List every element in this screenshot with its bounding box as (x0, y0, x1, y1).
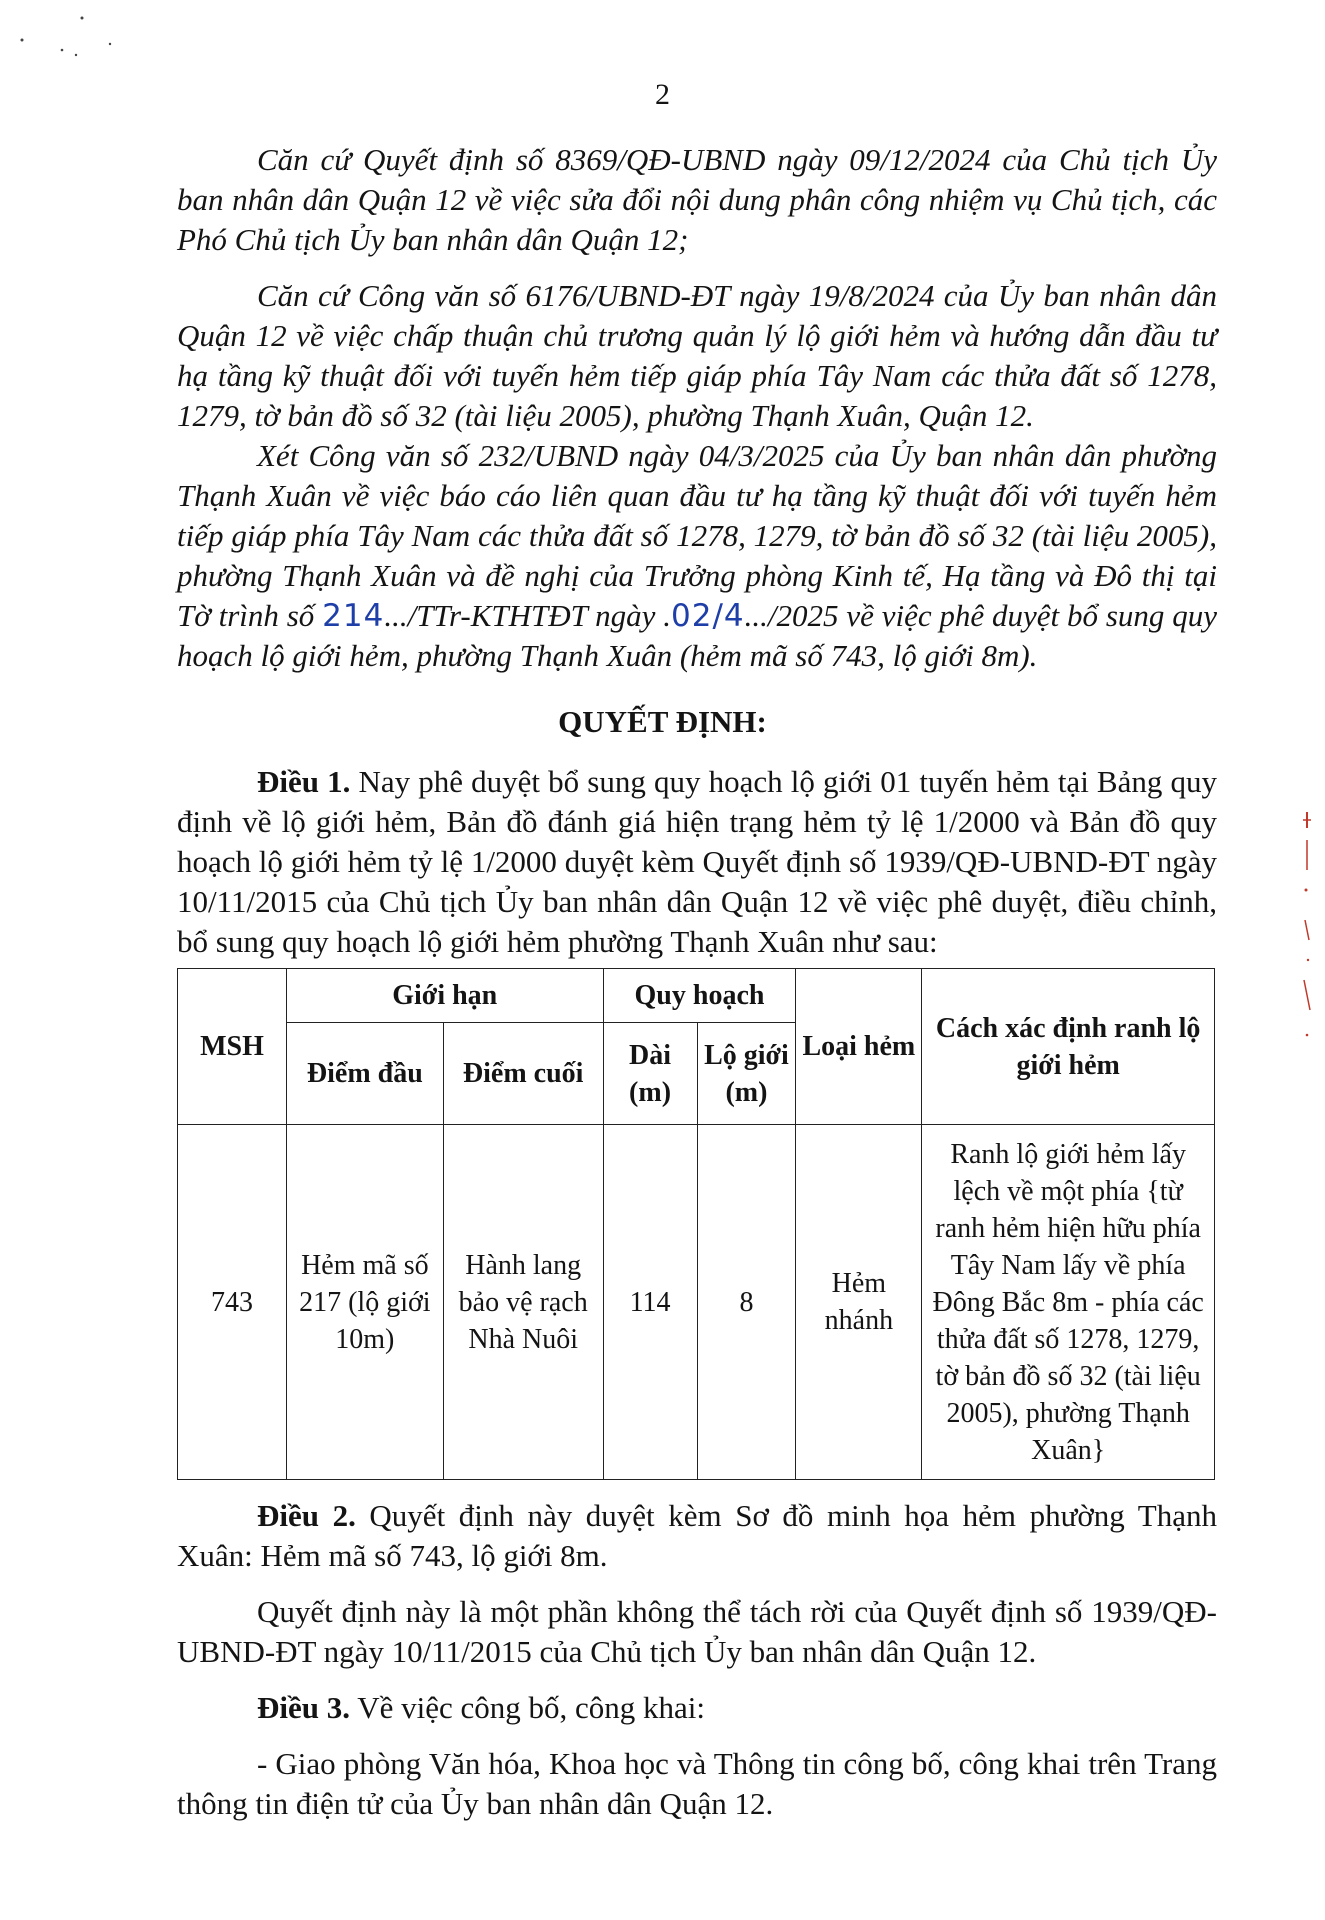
article-1-text: Nay phê duyệt bổ sung quy hoạch lộ giới 01 tuyến hẻm tại Bảng quy định về lộ giới hẻm, Bản đồ đánh giá hiện trạng hẻm tỷ lệ 1/2000 và Bản đồ quy hoạch lộ giới hẻm tỷ lệ 1/2000 duyệt kèm Quyết định số 1939/QĐ-UBND-ĐT ngày 10/11/2015 của Chủ tịch Ủy ban nhân dân Quận 12 về việc phê duyệt, điều chỉnh, bổ sung quy hoạch lộ giới hẻm phường Thạnh Xuân như sau: (177, 764, 1217, 959)
decision-heading: QUYẾT ĐỊNH: (558, 704, 767, 739)
handwritten-submission-date: 02/4 (671, 598, 745, 634)
margin-stamp-marks (1300, 810, 1314, 1050)
header-lo-gioi: Lộ giới (m) (697, 1023, 796, 1125)
cell-msh: 743 (178, 1125, 287, 1480)
cell-loai-hem: Hẻm nhánh (796, 1125, 922, 1480)
header-gioi-han: Giới hạn (286, 969, 603, 1023)
article-2-paragraph-2: Quyết định này là một phần không thể tách rời của Quyết định số 1939/QĐ-UBND-ĐT ngày 10/11/2015 của Chủ tịch Ủy ban nhân dân Quận 12. (177, 1594, 1217, 1669)
intro-paragraph-1: Căn cứ Quyết định số 8369/QĐ-UBND ngày 09/12/2024 của Chủ tịch Ủy ban nhân dân Quận 12 về việc sửa đổi nội dung phân công nhiệm vụ Chủ tịch, các Phó Chủ tịch Ủy ban nhân dân Quận 12; (177, 142, 1217, 257)
intro-paragraph-3-text-a: Xét Công văn số 232/UBND ngày 04/3/2025 của Ủy ban nhân dân phường Thạnh Xuân về việc báo cáo liên quan đầu tư hạ tầng kỹ thuật đối với tuyến hẻm tiếp giáp phía Tây Nam các thửa đất số 1278, 1279, tờ bản đồ số 32 (tài liệu 2005), phường Thạnh Xuân và đề nghị của Trưởng phòng Kinh tế, Hạ tầng và Đô thị tại Tờ trình số (177, 438, 1217, 633)
article-3-text: Về việc công bố, công khai: (350, 1690, 705, 1725)
header-quy-hoach: Quy hoạch (603, 969, 796, 1023)
cell-dai: 114 (603, 1125, 697, 1480)
header-diem-dau: Điểm đầu (286, 1023, 443, 1125)
header-cach-xac-dinh: Cách xác định ranh lộ giới hẻm (922, 969, 1215, 1125)
cell-diem-cuoi: Hành lang bảo vệ rạch Nhà Nuôi (443, 1125, 603, 1480)
article-3 (177, 1688, 1217, 1728)
article-3-item-1: - Giao phòng Văn hóa, Khoa học và Thông tin công bố, công khai trên Trang thông tin điện tử của Ủy ban nhân dân Quận 12. (177, 1746, 1217, 1821)
article-1-label: Điều 1. (257, 764, 351, 799)
intro-paragraph-3-text-b: .../TTr-KTHTĐT ngày . (384, 598, 672, 633)
scan-speck-marks (10, 10, 120, 70)
page-number: 2 (655, 78, 670, 111)
article-2-label: Điều 2. (257, 1498, 356, 1533)
article-2 (177, 1496, 1217, 1576)
article-3-label: Điều 3. (257, 1690, 350, 1725)
cell-lo-gioi: 8 (697, 1125, 796, 1480)
header-diem-cuoi: Điểm cuối (443, 1023, 603, 1125)
header-dai: Dài (m) (603, 1023, 697, 1125)
handwritten-submission-number: 214 (322, 598, 385, 634)
header-msh: MSH (178, 969, 287, 1125)
intro-paragraph-2: Căn cứ Công văn số 6176/UBND-ĐT ngày 19/8/2024 của Ủy ban nhân dân Quận 12 về việc chấp thuận chủ trương quản lý lộ giới hẻm và hướng dẫn đầu tư hạ tầng kỹ thuật đối với tuyến hẻm tiếp giáp phía Tây Nam các thửa đất số 1278, 1279, tờ bản đồ số 32 (tài liệu 2005), phường Thạnh Xuân, Quận 12. (177, 278, 1217, 433)
header-loai-hem: Loại hẻm (796, 969, 922, 1125)
article-2-text: Quyết định này duyệt kèm Sơ đồ minh họa hẻm phường Thạnh Xuân: Hẻm mã số 743, lộ giới 8m. (177, 1498, 1218, 1573)
intro-paragraph-3 (177, 436, 1217, 676)
intro-paragraph-3-text-c: .../2025 về việc phê duyệt bổ sung quy hoạch lộ giới hẻm, phường Thạnh Xuân (hẻm mã số 743, lộ giới 8m). (177, 598, 1217, 673)
cell-diem-dau: Hẻm mã số 217 (lộ giới 10m) (286, 1125, 443, 1480)
table-row (178, 1125, 1215, 1480)
alley-planning-table (177, 968, 1215, 1480)
article-1 (177, 762, 1217, 962)
cell-cach-xac-dinh: Ranh lộ giới hẻm lấy lệch về một phía {từ ranh hẻm hiện hữu phía Tây Nam lấy về phía Đông Bắc 8m - phía các thửa đất số 1278, 1279, tờ bản đồ số 32 (tài liệu 2005), phường Thạnh Xuân} (922, 1125, 1215, 1480)
